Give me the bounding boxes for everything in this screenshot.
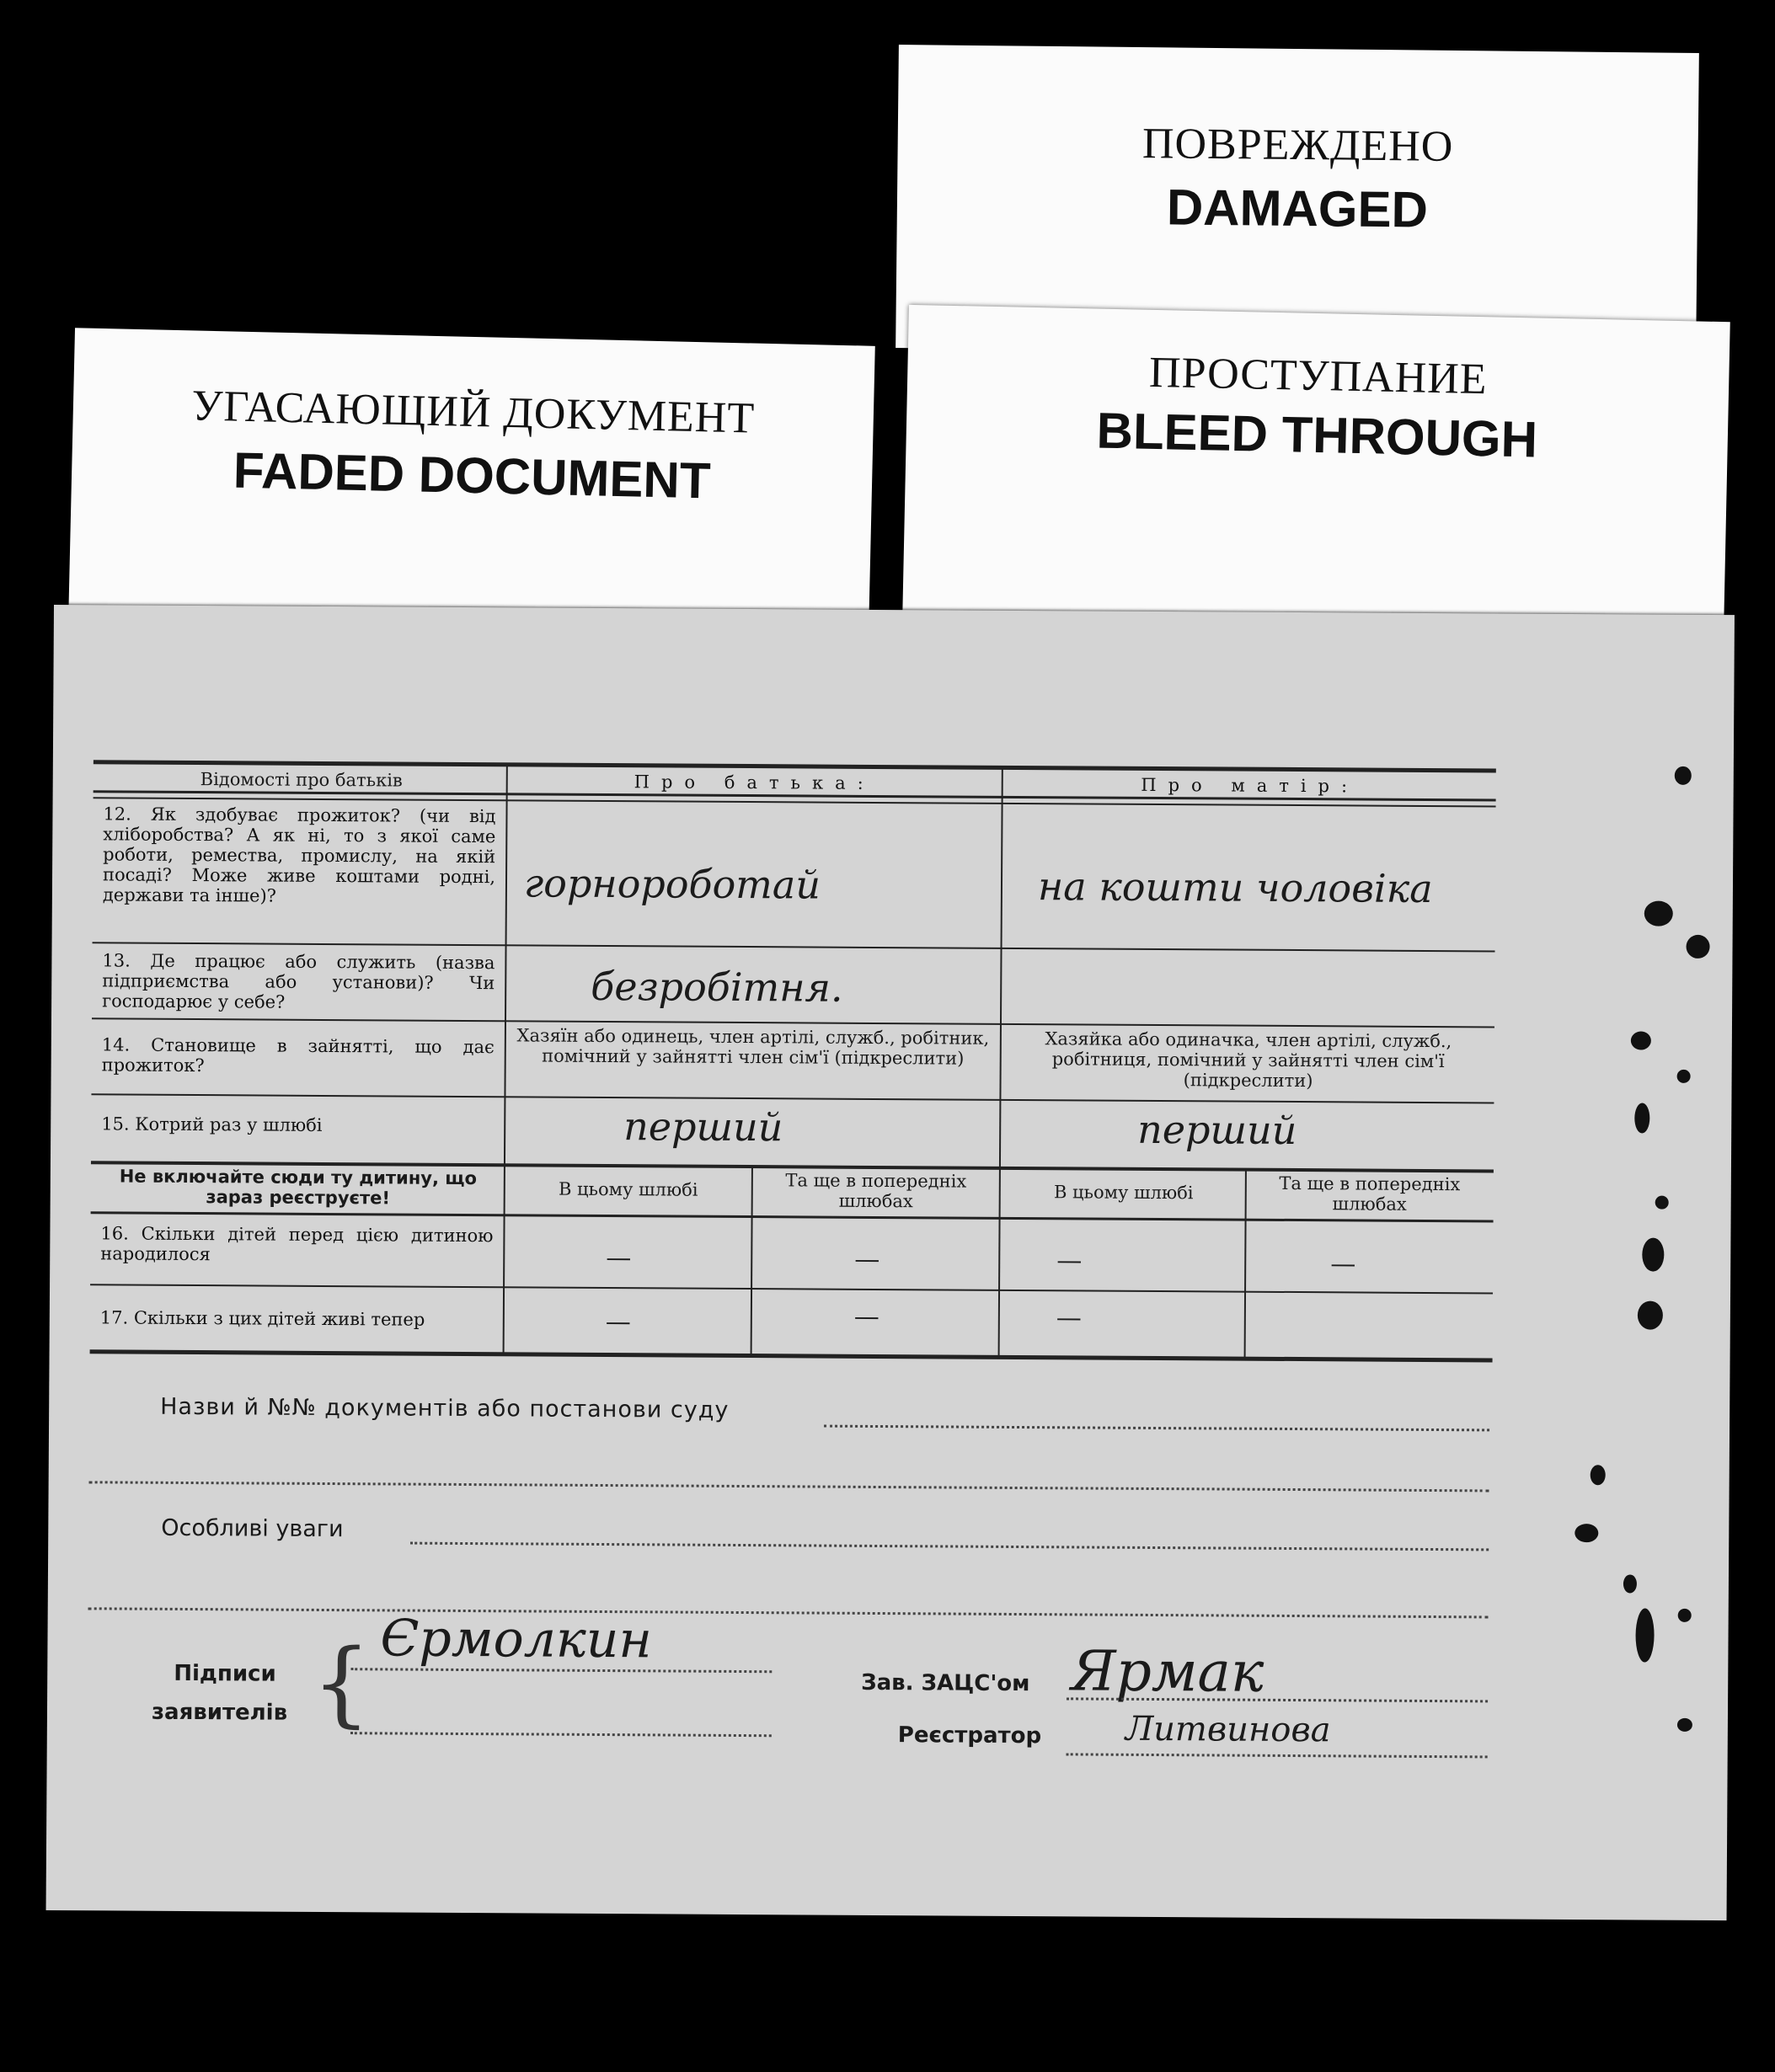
mother-in-marriage-header: В цьому шлюбі bbox=[1053, 1182, 1194, 1204]
damage-hole bbox=[1675, 766, 1692, 785]
damage-hole bbox=[1644, 901, 1673, 927]
col-divider-2 bbox=[998, 767, 1003, 1357]
documents-label: Назви й №№ документів або постанови суду bbox=[160, 1393, 730, 1423]
row17-label: 17. Скільки з цих дітей живі тепер bbox=[99, 1307, 425, 1330]
damage-hole bbox=[1635, 1608, 1654, 1662]
row12-father-value: горнороботай bbox=[523, 860, 821, 908]
father-previous-header: Та ще в попередніх шлюбах bbox=[785, 1170, 967, 1212]
applicant-signature: Єрмолкин bbox=[380, 1609, 653, 1670]
bleed-ru-label: ПРОСТУПАНИЕ bbox=[1148, 348, 1489, 404]
row15-mother-value: перший bbox=[1137, 1106, 1297, 1154]
bleed-through-card bbox=[902, 305, 1730, 633]
header-col1: Відомості про батьків bbox=[200, 769, 403, 791]
col-divider-1 bbox=[503, 764, 508, 1354]
damage-hole bbox=[1638, 1300, 1663, 1329]
row15-father-value: перший bbox=[623, 1103, 783, 1151]
bleed-en-label: BLEED THROUGH bbox=[1096, 402, 1538, 468]
row12-label: 12. Як здобуває прожиток? (чи від хліборобства? А як ні, то з якої саме роботи, ремества, промислу, на якій посаді? Може живе коштами родні, держави та інше)? bbox=[102, 804, 496, 906]
row16-label: 16. Скільки дітей перед цією дитиною народилося bbox=[100, 1223, 494, 1265]
registrar-label: Реєстратор bbox=[897, 1722, 1042, 1749]
header-mother: Про матір: bbox=[1141, 774, 1360, 797]
documents-line-2 bbox=[89, 1481, 1489, 1492]
damage-hole bbox=[1591, 1465, 1606, 1485]
damage-hole bbox=[1677, 1070, 1691, 1083]
header-father: Про батька: bbox=[634, 772, 875, 793]
special-notes-line-2 bbox=[88, 1607, 1489, 1618]
damaged-en-label: DAMAGED bbox=[1166, 179, 1429, 238]
damage-hole bbox=[1655, 1196, 1669, 1210]
registrar-signature-line bbox=[1067, 1753, 1488, 1758]
damage-hole bbox=[1677, 1718, 1692, 1732]
damage-hole bbox=[1642, 1238, 1664, 1272]
damage-hole bbox=[1623, 1574, 1637, 1593]
row12-mother-value: на кошти чоловіка bbox=[1037, 863, 1433, 912]
faded-en-label: FADED DOCUMENT bbox=[233, 441, 712, 510]
row13-father-value: безробітня. bbox=[591, 963, 843, 1011]
signatures-label-line1: Підписи bbox=[174, 1660, 276, 1687]
row16-value-1: — bbox=[606, 1243, 632, 1274]
row14-mother-options: Хазяйка або одиначка, член артілі, служб., робітниця, помічний у зайнятті член сім'ї (підкреслити) bbox=[1045, 1028, 1452, 1092]
registration-form-sheet bbox=[46, 605, 1735, 1920]
registrar-signature: Литвинова bbox=[1125, 1709, 1331, 1750]
row13-label: 13. Де працює або служить (назва підприємства або установи)? Чи господарює у себе? bbox=[102, 950, 495, 1012]
faded-document-card bbox=[68, 328, 875, 636]
row14-rule bbox=[91, 1093, 1494, 1103]
father-in-marriage-header: В цьому шлюбі bbox=[558, 1178, 698, 1200]
row17-value-1: — bbox=[605, 1307, 631, 1338]
damage-hole bbox=[1634, 1103, 1649, 1133]
special-notes-line bbox=[410, 1542, 1489, 1551]
damage-hole bbox=[1575, 1524, 1598, 1542]
mother-previous-header: Та ще в попередніх шлюбах bbox=[1279, 1172, 1461, 1215]
signatures-label-line2: заявителів bbox=[151, 1699, 288, 1726]
row17-value-2: — bbox=[853, 1301, 879, 1332]
damage-hole bbox=[1678, 1609, 1692, 1622]
row16-rule bbox=[90, 1284, 1493, 1294]
exclusion-note: Не включайте сюди ту дитину, що зараз реєструєте! bbox=[119, 1166, 478, 1209]
head-signature: Ярмак bbox=[1071, 1638, 1264, 1705]
signatures-brace: { bbox=[311, 1628, 372, 1738]
row16-value-3: — bbox=[1056, 1246, 1083, 1276]
col-divider-mother bbox=[1244, 1170, 1247, 1359]
faded-ru-label: УГАСАЮЩИЙ ДОКУМЕНТ bbox=[190, 382, 756, 443]
special-notes-label: Особливі уваги bbox=[161, 1514, 344, 1543]
row16-value-2: — bbox=[854, 1244, 880, 1275]
damage-hole bbox=[1631, 1031, 1651, 1049]
head-of-registry-label: Зав. ЗАЦС'ом bbox=[861, 1669, 1030, 1697]
table-bottom-rule bbox=[90, 1349, 1493, 1362]
row17-value-3: — bbox=[1056, 1303, 1082, 1333]
col-divider-father bbox=[751, 1167, 753, 1355]
applicant-signature-line bbox=[350, 1668, 772, 1673]
documents-line bbox=[824, 1425, 1489, 1432]
row16-value-4: — bbox=[1330, 1249, 1356, 1279]
row12-rule bbox=[93, 942, 1495, 952]
damaged-ru-label: ПОВРЕЖДЕНО bbox=[1141, 120, 1454, 171]
row14-label: 14. Становище в зайнятті, що дає прожиток? bbox=[101, 1034, 495, 1076]
applicant-signature-line-2 bbox=[350, 1732, 772, 1737]
row15-label: 15. Котрий раз у шлюбі bbox=[101, 1113, 323, 1135]
row14-father-options: Хазяїн або одинець, член артілі, служб., робітник, помічний у зайнятті член сім'ї (підкреслити) bbox=[516, 1025, 990, 1069]
damage-hole bbox=[1686, 935, 1709, 959]
